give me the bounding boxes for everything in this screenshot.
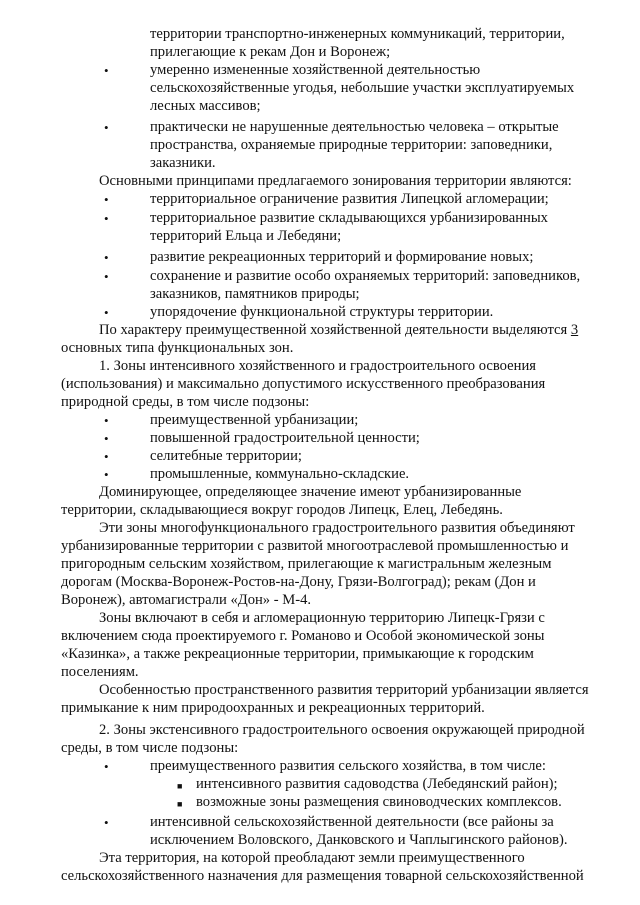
paragraph-line: Основными принципами предлагаемого зонирования территории являются: (99, 173, 572, 189)
paragraph-line: Эта территория, на которой преобладают земли преимущественного (99, 850, 525, 866)
paragraph-line: Зоны включают в себя и агломерационную территорию Липецк-Грязи с (99, 610, 545, 626)
text-line: исключением Воловского, Данковского и Чаплыгинского районов). (150, 832, 568, 848)
zone-count: 3 (570, 322, 579, 338)
text-line: сельскохозяйственные угодья, небольшие участки эксплуатируемых (150, 80, 575, 96)
text-line: промышленные, коммунально-складские. (150, 466, 410, 482)
bullet-marker: • (104, 120, 109, 135)
sub-bullet-marker: ■ (177, 781, 183, 791)
text-line: преимущественного развития сельского хозяйства, в том числе: (150, 758, 546, 774)
bullet-marker: • (104, 269, 109, 284)
text-line: селитебные территории; (150, 448, 302, 464)
paragraph-line: пригородным сельским хозяйством, прилегающие к магистральным железным (61, 556, 552, 572)
paragraph-line: среды, в том числе подзоны: (61, 740, 239, 756)
bullet-marker: • (104, 250, 109, 265)
bullet-marker: • (104, 759, 109, 774)
paragraph-line: дорогам (Москва-Воронеж-Ростов-на-Дону, Грязи-Волгоград); рекам (Дон и (61, 574, 536, 590)
sub-text-line: интенсивного развития садоводства (Лебедянский район); (196, 776, 558, 792)
bullet-marker: • (104, 192, 109, 207)
text-line: развитие рекреационных территорий и формирование новых; (150, 249, 534, 265)
paragraph-line (61, 322, 612, 340)
bullet-marker: • (104, 467, 109, 482)
text-line: заказники. (150, 155, 216, 171)
paragraph-line: (использования) и максимально допустимого искусственного преобразования (61, 376, 546, 392)
text-line: территориальное ограничение развития Липецкой агломерации; (150, 191, 549, 207)
sub-text-line: возможные зоны размещения свиноводческих комплексов. (196, 794, 562, 810)
text-line: интенсивной сельскохозяйственной деятельности (все районы за (150, 814, 554, 830)
text-line: упорядочение функциональной структуры территории. (150, 304, 494, 320)
paragraph-line: 2. Зоны экстенсивного градостроительного освоения окружающей природной (99, 722, 585, 738)
paragraph-line: территории, складывающиеся вокруг городов Липецк, Елец, Лебедянь. (61, 502, 503, 518)
paragraph-line: урбанизированные территории с развитой многоотраслевой промышленностью и (61, 538, 569, 554)
text-line: территории транспортно-инженерных коммуникаций, территории, (150, 26, 565, 42)
text-line: преимущественной урбанизации; (150, 412, 359, 428)
paragraph-line: сельскохозяйственного назначения для размещения товарной сельскохозяйственной (61, 868, 584, 884)
text-line: практически не нарушенные деятельностью человека – открытые (150, 119, 559, 135)
text-line: повышенной градостроительной ценности; (150, 430, 420, 446)
bullet-marker: • (104, 305, 109, 320)
text-line: территориальное развитие складывающихся урбанизированных (150, 210, 548, 226)
text-line: прилегающие к рекам Дон и Воронеж; (150, 44, 391, 60)
bullet-marker: • (104, 431, 109, 446)
paragraph-line: Особенностью пространственного развития территорий урбанизации является (99, 682, 589, 698)
bullet-marker: • (104, 413, 109, 428)
text-line: умеренно измененные хозяйственной деятельностью (150, 62, 481, 78)
paragraph-line: «Казинка», а также рекреационные территории, примыкающие к городским (61, 646, 534, 662)
paragraph-line: природной среды, в том числе подзоны: (61, 394, 310, 410)
paragraph-line: Доминирующее, определяющее значение имеют урбанизированные (99, 484, 522, 500)
paragraph-line: примыкание к ним природоохранных и рекреационных территорий. (61, 700, 485, 716)
bullet-marker: • (104, 211, 109, 226)
text-line: территорий Ельца и Лебедяни; (150, 228, 342, 244)
paragraph-line: включением сюда проектируемого г. Романово и Особой экономической зоны (61, 628, 545, 644)
text-line: заказников, памятников природы; (150, 286, 360, 302)
paragraph-line: Эти зоны многофункционального градостроительного развития объединяют (99, 520, 575, 536)
text-span: По характеру преимущественной хозяйственной деятельности выделяются (99, 322, 571, 338)
paragraph-line: основных типа функциональных зон. (61, 340, 294, 356)
sub-bullet-marker: ■ (177, 799, 183, 809)
bullet-marker: • (104, 63, 109, 78)
bullet-marker: • (104, 815, 109, 830)
paragraph-line: 1. Зоны интенсивного хозяйственного и градостроительного освоения (99, 358, 536, 374)
text-line: пространства, охраняемые природные территории: заповедники, (150, 137, 553, 153)
paragraph-line: поселениям. (61, 664, 139, 680)
text-line: лесных массивов; (150, 98, 261, 114)
text-line: сохранение и развитие особо охраняемых территорий: заповедников, (150, 268, 581, 284)
bullet-marker: • (104, 449, 109, 464)
paragraph-line: Воронеж), автомагистрали «Дон» - М-4. (61, 592, 312, 608)
